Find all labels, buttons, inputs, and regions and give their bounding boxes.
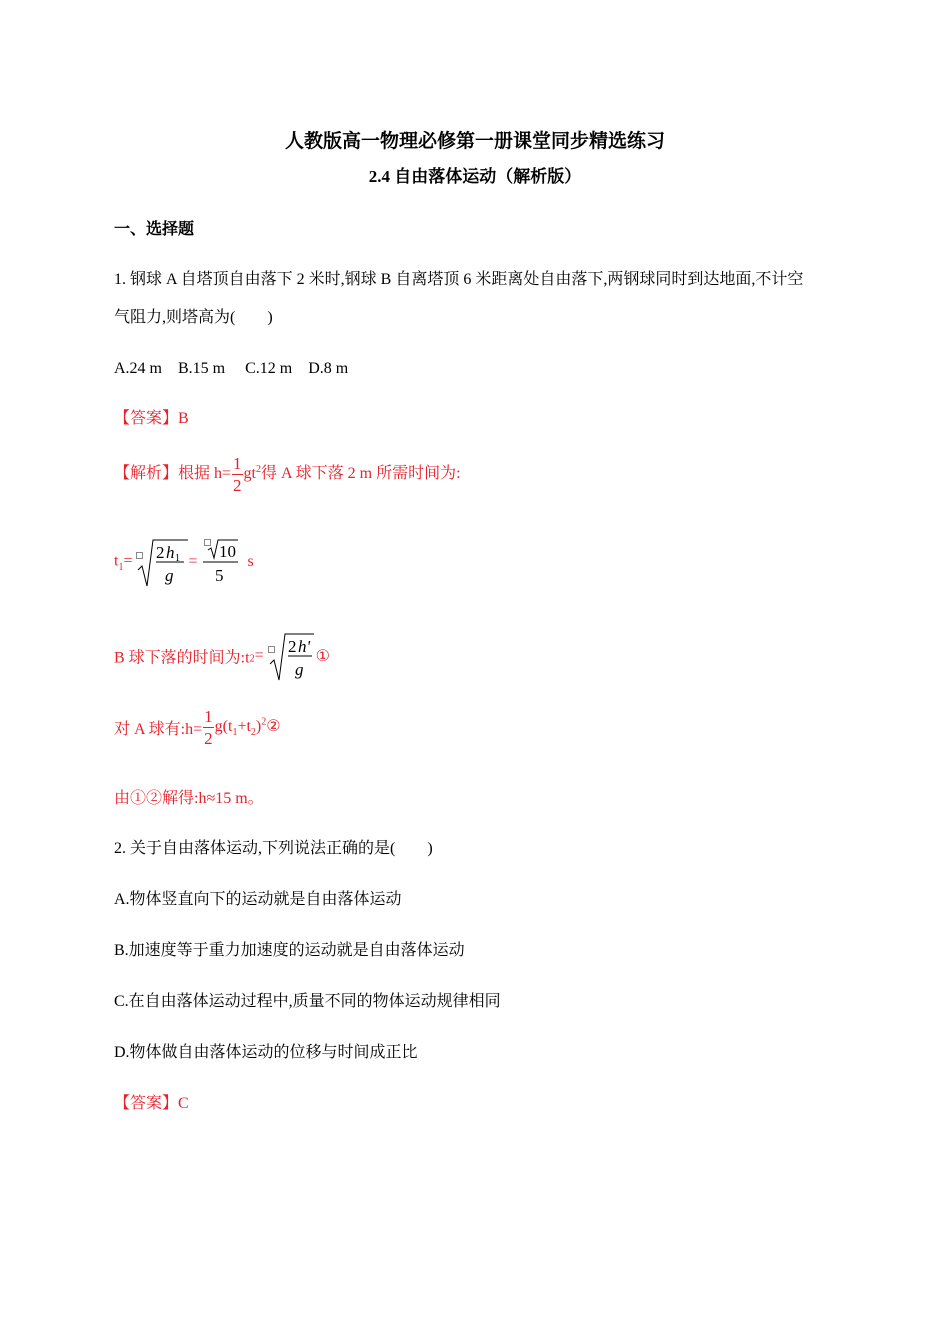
analysis-label: 【解析】 bbox=[114, 465, 179, 483]
a-plus: +t bbox=[237, 718, 251, 736]
t1-label: t bbox=[114, 552, 119, 570]
equals-sign-3: = bbox=[254, 647, 264, 664]
q2-answer bbox=[114, 1090, 189, 1113]
b-sqrt-numerator: 2 bbox=[287, 637, 297, 656]
circle-one: ① bbox=[315, 648, 330, 665]
q1-solve: 由①②解得:h≈15 m。 bbox=[114, 790, 264, 807]
q2-option-d: D.物体做自由落体运动的位移与时间成正比 bbox=[114, 1044, 418, 1061]
b-sqrt-denominator: g bbox=[294, 660, 304, 679]
q1-options: A.24 m B.15 m C.12 m D.8 m bbox=[114, 360, 349, 377]
q1-answer bbox=[114, 405, 189, 428]
fraction-numerator: 1 bbox=[233, 454, 242, 473]
document-title: 人教版高一物理必修第一册课堂同步精选练习 bbox=[284, 131, 665, 152]
answer-value: B bbox=[178, 410, 189, 427]
radical-sign-icon bbox=[136, 536, 188, 588]
sqrt-numerator-h: h bbox=[166, 543, 175, 562]
fraction-numerator-2: 1 bbox=[204, 707, 213, 726]
equals-sign-2: = bbox=[188, 553, 198, 570]
t1-equation bbox=[114, 536, 254, 588]
t2-subscript: 2 bbox=[249, 653, 255, 665]
a-line-g: g(t bbox=[214, 718, 233, 736]
sqrt-2hprime-over-g bbox=[268, 630, 316, 682]
radical-sign-icon-3 bbox=[268, 630, 316, 682]
a-sub-2: 2 bbox=[250, 727, 256, 739]
circle-two: ② bbox=[266, 718, 281, 736]
sqrt-2h1-over-g bbox=[136, 536, 188, 588]
sqrt-numerator: 2 bbox=[156, 543, 165, 562]
section-heading: 一、选择题 bbox=[114, 221, 195, 238]
a-close: ) bbox=[255, 718, 262, 736]
q2-answer-value: C bbox=[178, 1095, 189, 1112]
t2-equation bbox=[114, 630, 330, 682]
q1-analysis: 【解析】根据 h= $\frac{1}{2}$ $gt^2$得 A 球下落 2 m 所需时间为: bbox=[114, 454, 461, 495]
q2-answer-label: 【答案】 bbox=[114, 1095, 179, 1112]
b-sqrt-numerator-h: h' bbox=[297, 637, 310, 656]
q2-option-b: B.加速度等于重力加速度的运动就是自由落体运动 bbox=[114, 942, 465, 959]
b-line-text: B 球下落的时间为:t bbox=[114, 649, 250, 667]
root10-denominator: 5 bbox=[214, 566, 224, 585]
fraction-denominator: 2 bbox=[233, 476, 242, 495]
q2-option-a: A.物体竖直向下的运动就是自由落体运动 bbox=[114, 891, 402, 908]
fraction-denominator-2: 2 bbox=[204, 729, 213, 748]
q2-option-c: C.在自由落体运动过程中,质量不同的物体运动规律相同 bbox=[114, 993, 501, 1010]
root10-over-5 bbox=[202, 536, 240, 588]
document-subtitle: 2.4 自由落体运动（解析版） bbox=[368, 167, 582, 186]
fraction-half-2 bbox=[203, 708, 214, 747]
fraction-half bbox=[232, 455, 243, 494]
q1-stem-line2: 气阻力,则塔高为( ) bbox=[114, 309, 273, 326]
sqrt-denominator: g bbox=[165, 566, 174, 585]
equals-sign: = bbox=[123, 552, 133, 570]
root10-number: 10 bbox=[218, 542, 236, 561]
analysis-text: 根据 h= bbox=[178, 465, 232, 483]
unit-seconds: s bbox=[247, 553, 254, 570]
h-equation bbox=[114, 708, 281, 747]
a-sub-1: 1 bbox=[232, 727, 238, 739]
answer-label: 【答案】 bbox=[114, 410, 179, 427]
q1-stem-line1: 1. 钢球 A 自塔顶自由落下 2 米时,钢球 B 自离塔顶 6 米距离处自由落下,两钢球同时到达地面,不计空 bbox=[114, 271, 804, 288]
a-sup: 2 bbox=[261, 717, 267, 729]
a-line-text: 对 A 球有:h= bbox=[114, 721, 203, 738]
analysis-text-2: 得 A 球下落 2 m 所需时间为: bbox=[261, 465, 461, 483]
radical-sign-icon-2 bbox=[202, 536, 240, 588]
sqrt-numerator-sub: 1 bbox=[175, 553, 181, 564]
t1-subscript: 1 bbox=[118, 561, 124, 573]
q2-stem: 2. 关于自由落体运动,下列说法正确的是( ) bbox=[114, 840, 433, 857]
